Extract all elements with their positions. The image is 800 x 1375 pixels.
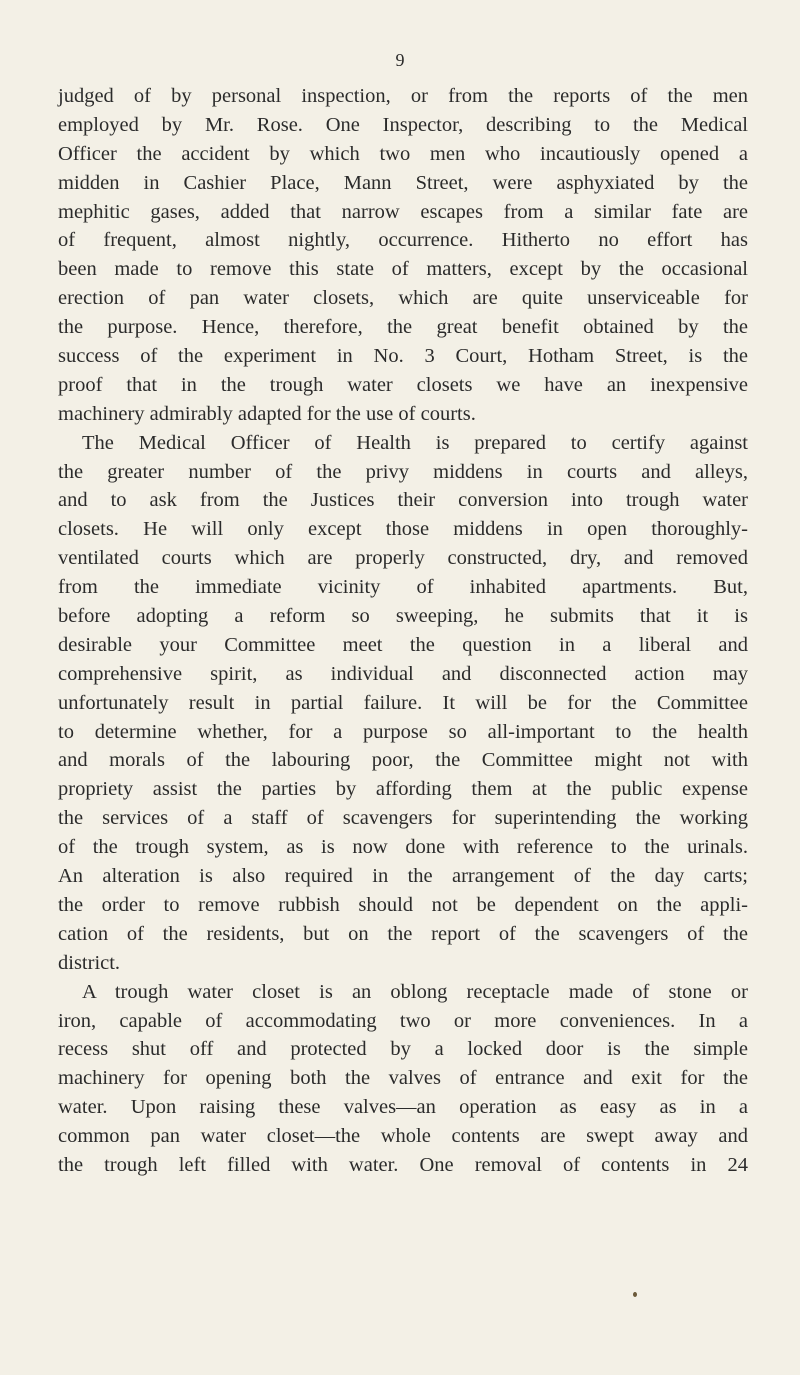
text-line: unfortunately result in partial failure. It will be for the Committee xyxy=(58,691,748,714)
text-line: An alteration is also required in the arrangement of the day carts; xyxy=(58,865,748,888)
text-line: to determine whether, for a purpose so all-important to the health xyxy=(58,720,748,743)
text-line: Officer the accident by which two men who incautiously opened a xyxy=(58,142,748,165)
text-line: machinery for opening both the valves of entrance and exit for the xyxy=(58,1067,748,1090)
text-line: the order to remove rubbish should not be dependent on the appli- xyxy=(58,893,748,916)
text-line: before adopting a reform so sweeping, he submits that it is xyxy=(58,605,748,628)
text-line: ventilated courts which are properly constructed, dry, and removed xyxy=(58,547,748,570)
text-line: mephitic gases, added that narrow escapes from a similar fate are xyxy=(58,200,748,223)
text-line: common pan water closet—the whole contents are swept away and xyxy=(58,1125,748,1148)
paper-speck xyxy=(633,1292,637,1297)
text-line: the services of a staff of scavengers for superintending the working xyxy=(58,807,748,830)
text-line: recess shut off and protected by a locked door is the simple xyxy=(58,1038,748,1061)
text-line: been made to remove this state of matters, except by the occasional xyxy=(58,258,748,281)
page-number: 9 xyxy=(395,50,405,70)
text-line: the trough left filled with water. One removal of contents in 24 xyxy=(58,1153,748,1176)
text-line: from the immediate vicinity of inhabited apartments. But, xyxy=(58,576,748,599)
text-line: machinery admirably adapted for the use of courts. xyxy=(58,402,476,425)
text-line: comprehensive spirit, as individual and disconnected action may xyxy=(58,662,748,685)
text-line: and to ask from the Justices their conversion into trough water xyxy=(58,489,748,512)
text-line: and morals of the labouring poor, the Committee might not with xyxy=(58,749,748,772)
text-line: proof that in the trough water closets we have an inexpensive xyxy=(58,373,748,396)
text-line: The Medical Officer of Health is prepared to certify against xyxy=(82,431,748,454)
text-line: propriety assist the parties by affording them at the public expense xyxy=(58,778,748,801)
text-line: success of the experiment in No. 3 Court, Hotham Street, is the xyxy=(58,345,748,368)
text-line: of frequent, almost nightly, occurrence. Hitherto no effort has xyxy=(58,229,748,252)
text-line: water. Upon raising these valves—an operation as easy as in a xyxy=(58,1096,748,1119)
text-line: erection of pan water closets, which are quite unserviceable for xyxy=(58,287,748,310)
text-line: cation of the residents, but on the report of the scavengers of the xyxy=(58,922,748,945)
text-line: the purpose. Hence, therefore, the great benefit obtained by the xyxy=(58,316,748,339)
text-line: employed by Mr. Rose. One Inspector, describing to the Medical xyxy=(58,113,748,136)
text-line: judged of by personal inspection, or from the reports of the men xyxy=(58,85,748,107)
text-line: closets. He will only except those middens in open thoroughly- xyxy=(58,518,748,541)
body-text xyxy=(58,82,748,1180)
text-line: iron, capable of accommodating two or more conveniences. In a xyxy=(58,1009,748,1032)
text-line: A trough water closet is an oblong receptacle made of stone or xyxy=(82,980,748,1003)
text-line: desirable your Committee meet the question in a liberal and xyxy=(58,633,748,656)
text-line: district. xyxy=(58,951,121,974)
text-line: the greater number of the privy middens in courts and alleys, xyxy=(58,460,748,483)
text-line: of the trough system, as is now done with reference to the urinals. xyxy=(58,836,748,859)
text-line: midden in Cashier Place, Mann Street, were asphyxiated by the xyxy=(58,171,748,194)
